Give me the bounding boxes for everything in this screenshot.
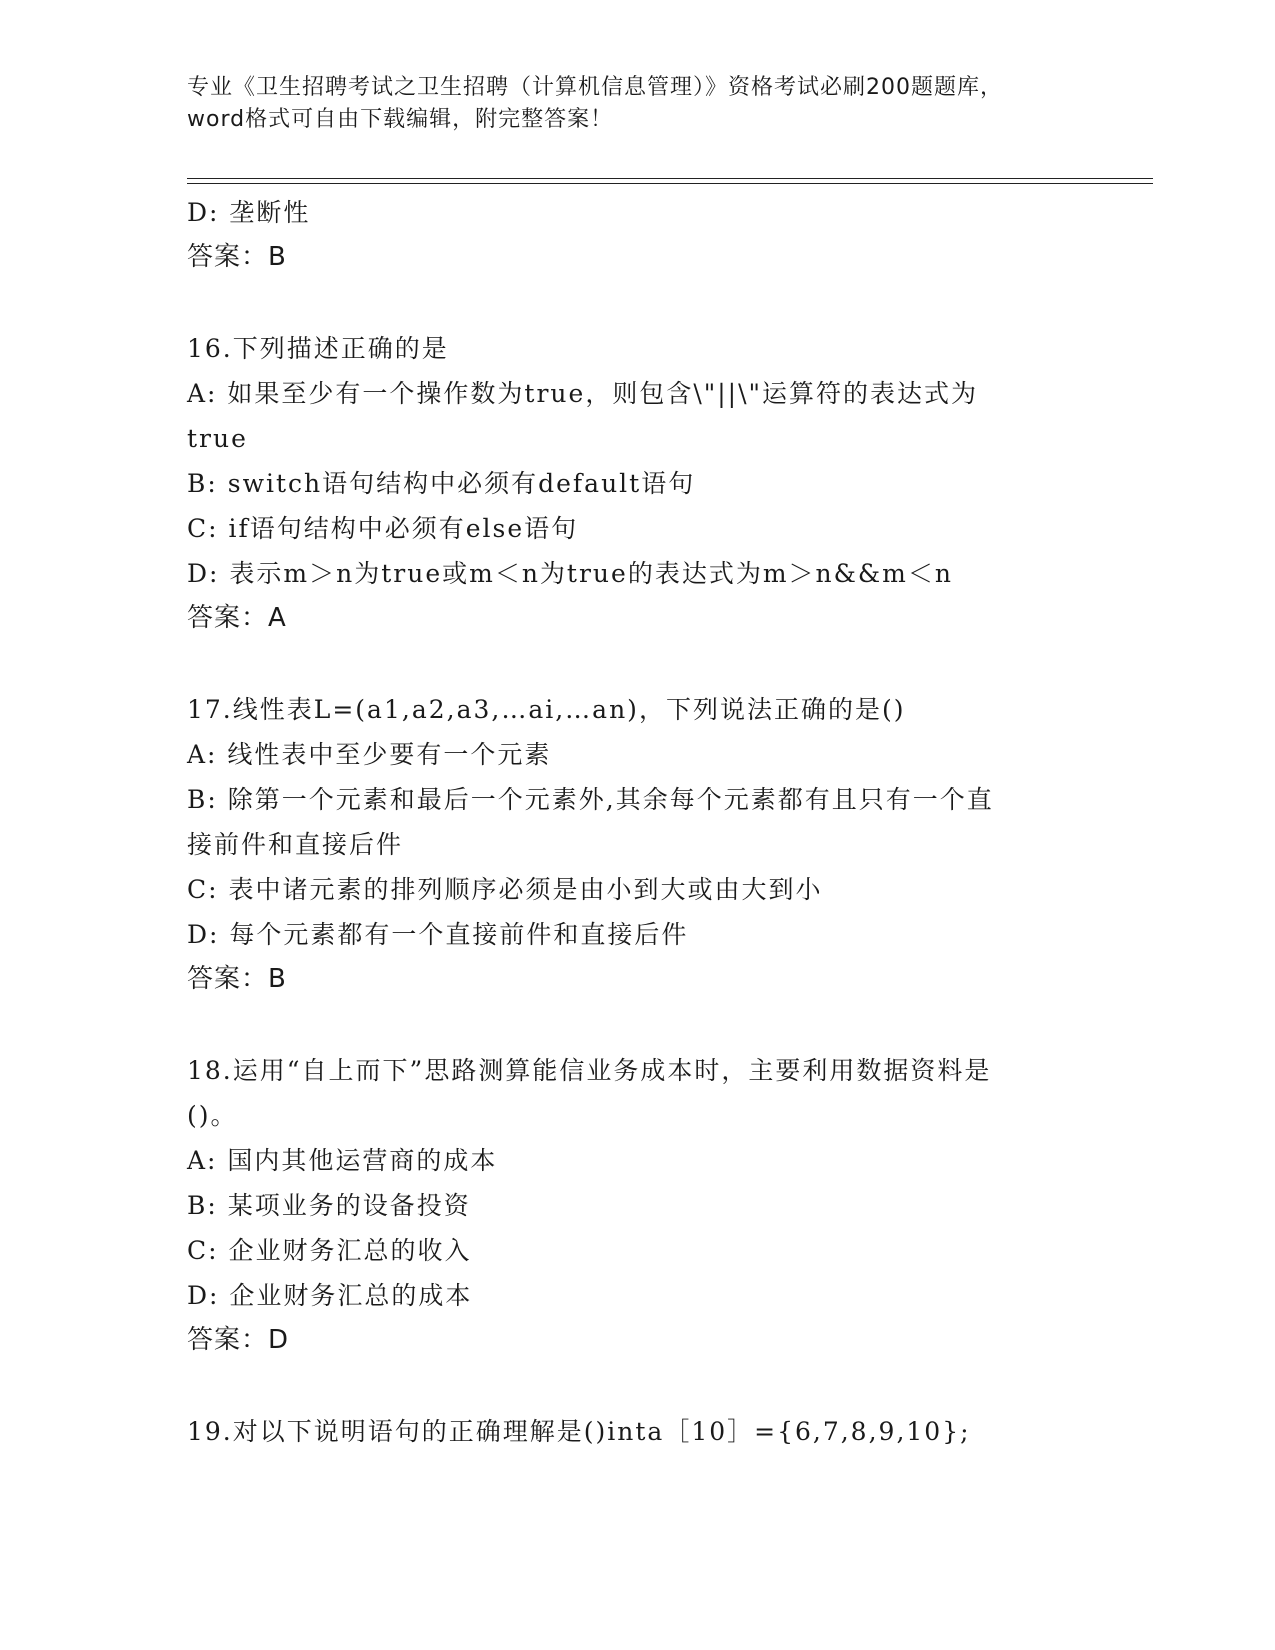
question-text: 19.对以下说明语句的正确理解是()inta［10］={6,7,8,9,10}; [187,1417,971,1446]
option-c: C: 企业财务汇总的收入 [187,1236,472,1265]
header-line-1: 专业《卫生招聘考试之卫生招聘（计算机信息管理）》资格考试必刷200题题库， [187,75,1003,100]
option-d: D: 垄断性 [187,198,311,227]
header-line-2: word格式可自由下载编辑，附完整答案！ [187,107,614,132]
header-divider-bottom [187,183,1153,184]
question-text-continued: ()。 [187,1101,238,1130]
question-19 [187,1409,1087,1454]
question-text: 16.下列描述正确的是 [187,334,449,363]
question-17 [187,687,1087,1002]
option-b: B: switch语句结构中必须有default语句 [187,469,696,498]
option-a: A: 线性表中至少要有一个元素 [187,740,552,769]
question-text: 17.线性表L=(a1,a2,a3,…ai,…an)，下列说法正确的是() [187,695,906,724]
question-18 [187,1048,1087,1363]
answer: 答案：B [187,964,287,994]
option-d: D: 表示m＞n为true或m＜n为true的表达式为m＞n&&m＜n [187,559,953,588]
answer: 答案：D [187,1325,290,1355]
answer: 答案：B [187,242,287,272]
header-divider-top [187,178,1153,179]
option-d: D: 企业财务汇总的成本 [187,1281,473,1310]
option-a-continued: true [187,424,248,453]
option-d: D: 每个元素都有一个直接前件和直接后件 [187,920,689,949]
question-15-tail [187,190,1087,280]
option-a: A: 如果至少有一个操作数为true，则包含\"||\"运算符的表达式为 [187,379,979,408]
question-list [187,190,1087,1454]
spacer [187,1363,1087,1409]
option-a: A: 国内其他运营商的成本 [187,1146,498,1175]
spacer [187,280,1087,326]
option-b: B: 某项业务的设备投资 [187,1191,471,1220]
option-b-continued: 接前件和直接后件 [187,830,404,859]
spacer [187,641,1087,687]
spacer [187,1002,1087,1048]
option-c: C: if语句结构中必须有else语句 [187,514,579,543]
option-b: B: 除第一个元素和最后一个元素外,其余每个元素都有且只有一个直 [187,785,994,814]
question-text: 18.运用“自上而下”思路测算能信业务成本时，主要利用数据资料是 [187,1056,992,1085]
question-16 [187,326,1087,641]
document-header [187,72,1087,136]
answer: 答案：A [187,603,287,633]
option-c: C: 表中诸元素的排列顺序必须是由小到大或由大到小 [187,875,823,904]
